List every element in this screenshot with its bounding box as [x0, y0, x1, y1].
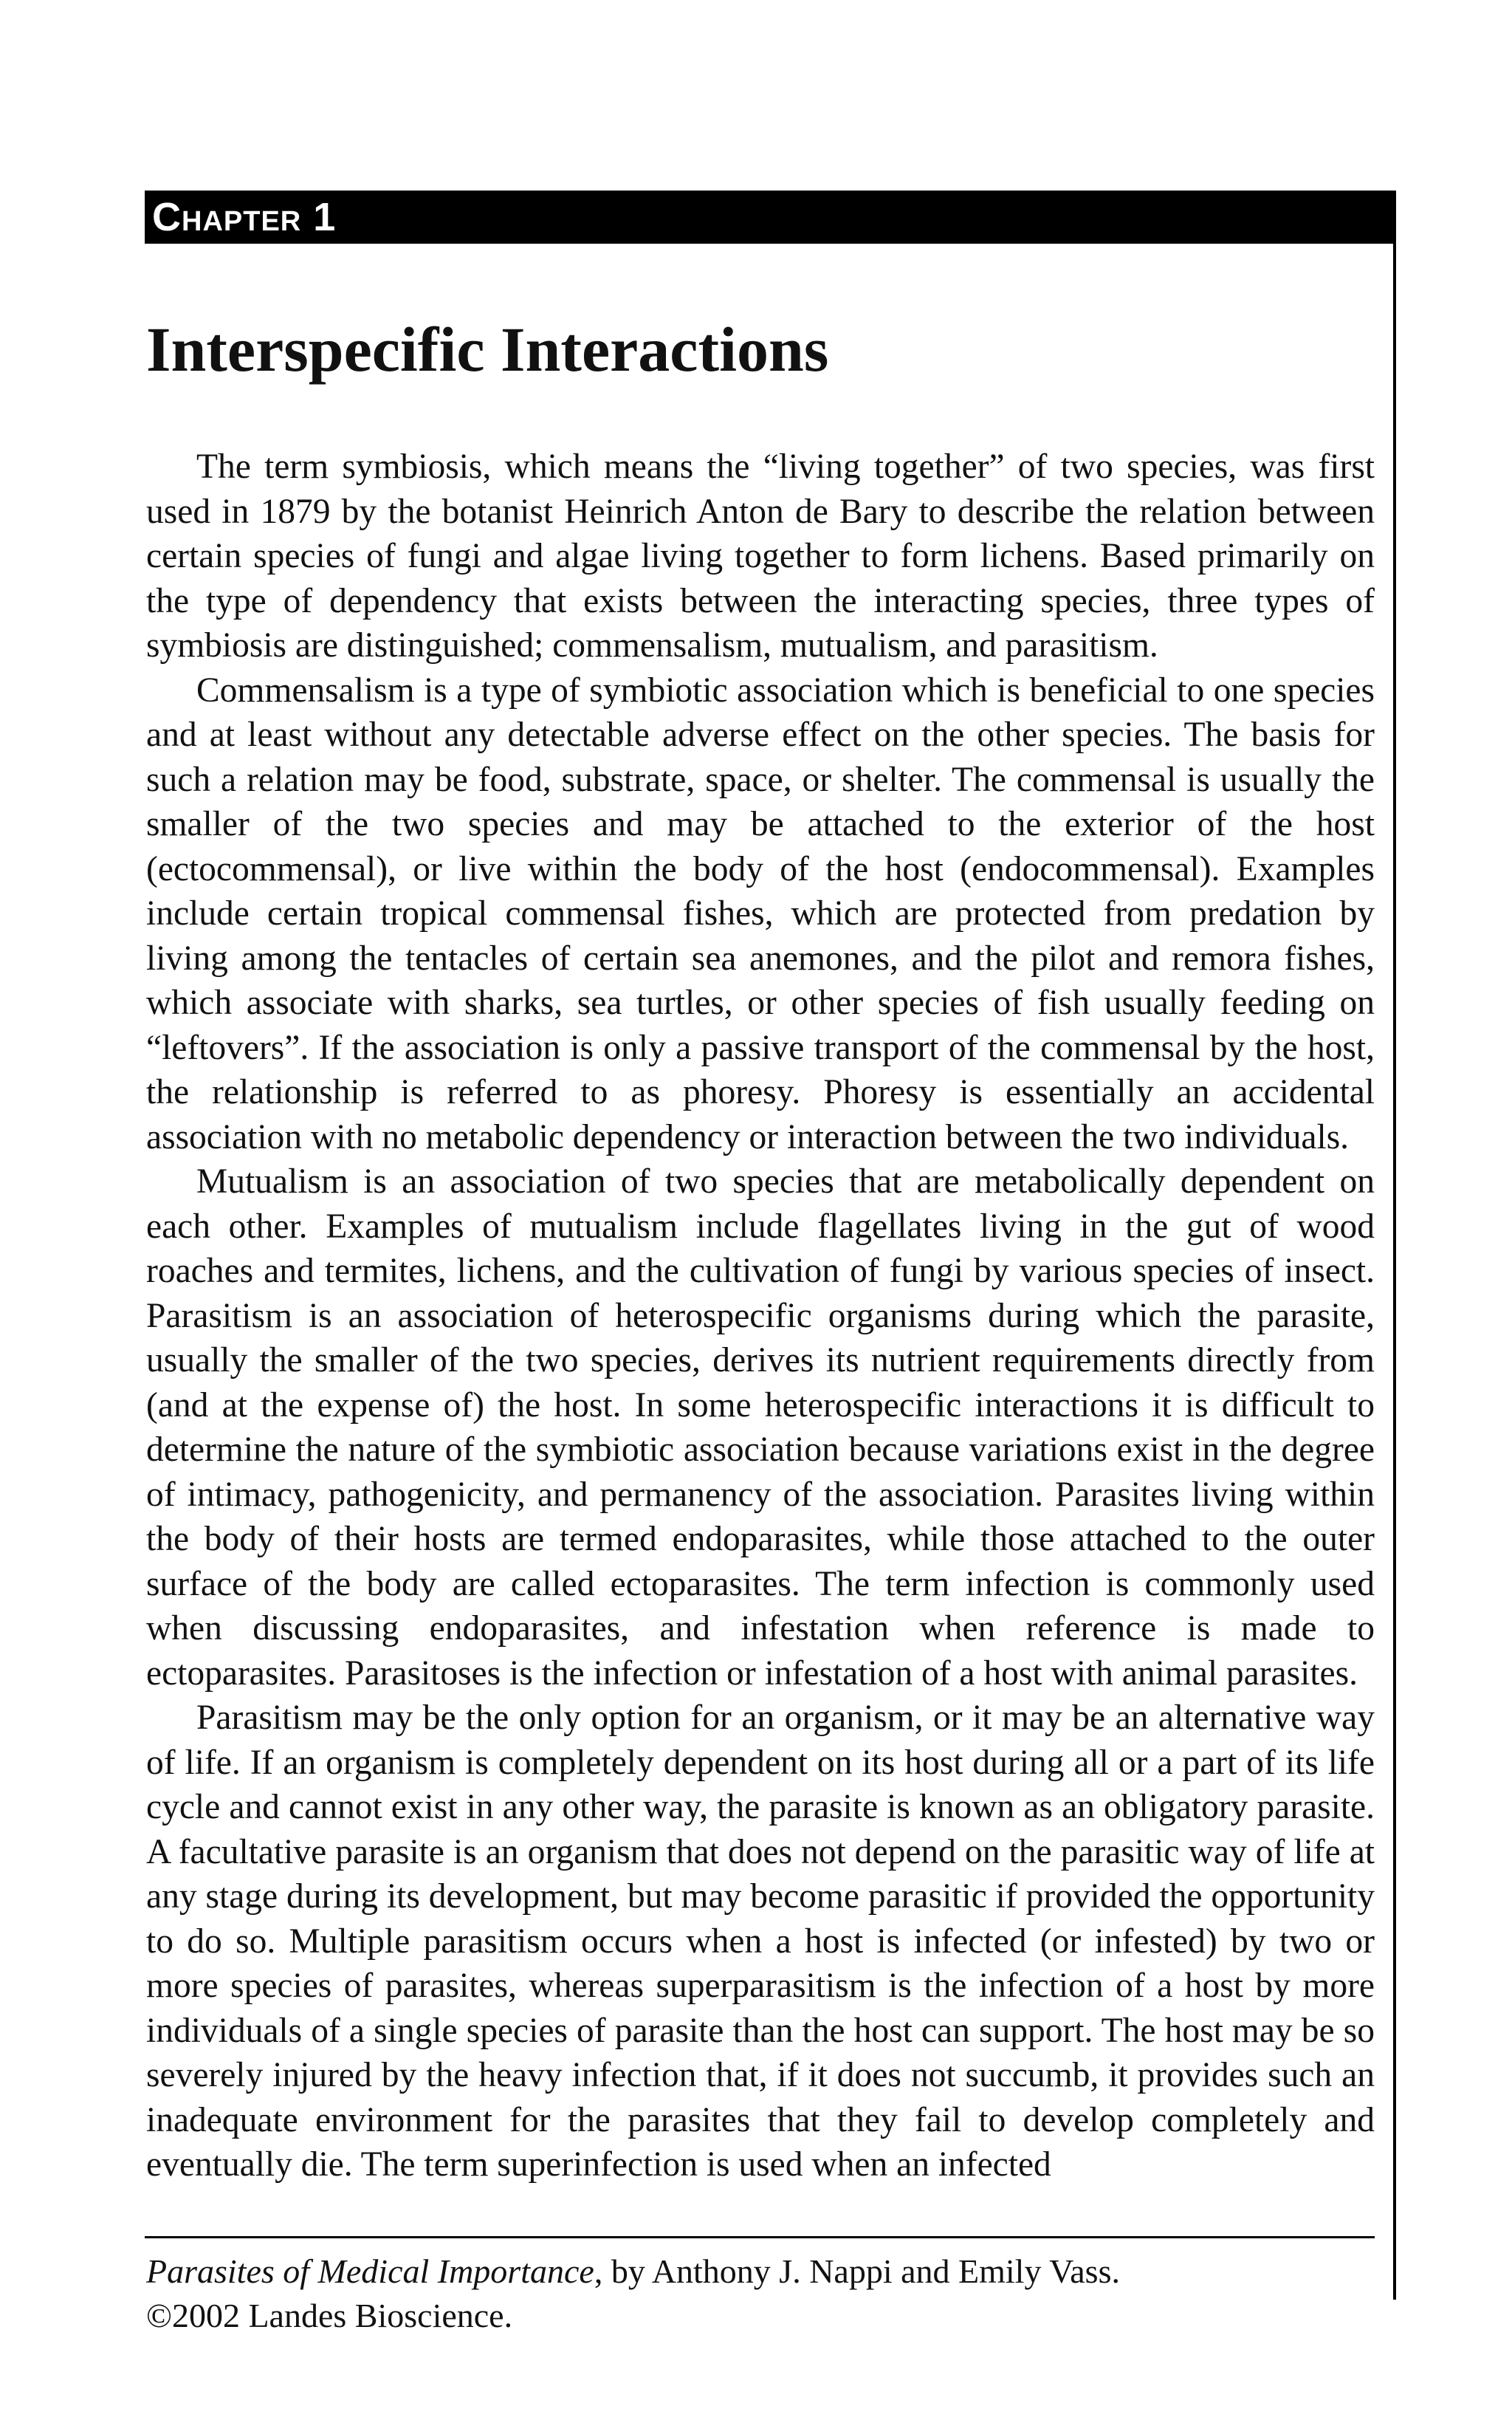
chapter-header-bar — [145, 191, 1396, 244]
footer-divider — [145, 2236, 1375, 2238]
paragraph-mutualism: Mutualism is an association of two species that are metabolically dependent on each other. Examples of mutualism include flagellates living in the gut of wood roaches and termites, lichens, and the cultivation of fungi by various species of insect. Parasitism is an association of heterospecific organisms during which the parasite, usually the smaller of the two species, derives its nutrient requirements directly from (and at the expense of) the host. In some heterospecific interactions it is difficult to determine the nature of the symbiotic association because variations exist in the degree of intimacy, pathogenicity, and permanency of the association. Parasites living within the body of their hosts are termed endoparasites, while those attached to the outer surface of the body are called ectoparasites. The term infection is commonly used when discussing endoparasites, and infestation when reference is made to ectoparasites. Parasitoses is the infection or infestation of a host with animal parasites. — [146, 1162, 1375, 1693]
chapter-title: Interspecific Interactions — [146, 314, 829, 385]
book-title: Parasites of Medical Importance — [146, 2252, 594, 2290]
citation-line — [146, 2249, 1375, 2294]
right-margin-rule — [1393, 244, 1396, 2300]
book-authors: , by Anthony J. Nappi and Emily Vass. — [594, 2252, 1120, 2290]
paragraph-parasitism: Parasitism may be the only option for an organism, or it may be an alternative way of life. If an organism is completely dependent on its host during all or a part of its life cycle and cannot exist in any other way, the parasite is known as an obligatory parasite. A facultative parasite is an organism that does not depend on the parasitic way of life at any stage during its development, but may become parasitic if provided the opportunity to do so. Multiple parasitism occurs when a host is infected (or infested) by two or more species of parasites, whereas superparasitism is the infection of a host by more individuals of a single species of parasite than the host can support. The host may be so severely injured by the heavy infection that, if it does not succumb, it provides such an inadequate environment for the parasites that they fail to develop completely and eventually die. The term superinfection is used when an infected — [146, 1699, 1375, 2184]
paragraph-symbiosis: The term symbiosis, which means the “living together” of two species, was first used in 1879 by the botanist Heinrich Anton de Bary to describe the relation between certain species of fungi and algae living together to form lichens. Based primarily on the type of dependency that exists between the interacting species, three types of symbiosis are distinguished; commensalism, mutualism, and parasitism. — [146, 448, 1375, 665]
copyright-line: ©2002 Landes Bioscience. — [146, 2297, 513, 2334]
body-text — [146, 445, 1375, 2187]
page-footer — [146, 2249, 1375, 2338]
chapter-label: Chapter 1 — [152, 195, 337, 239]
paragraph-commensalism: Commensalism is a type of symbiotic association which is beneficial to one species and at least without any detectable adverse effect on the other species. The basis for such a relation may be food, substrate, space, or shelter. The commensal is usually the smaller of the two species and may be attached to the exterior of the host (ectocommensal), or live within the body of the host (endocommensal). Examples include certain tropical commensal fishes, which are protected from predation by living among the tentacles of certain sea anemones, and the pilot and remora fishes, which associate with sharks, sea turtles, or other species of fish usually feeding on “leftovers”. If the association is only a passive transport of the commensal by the host, the relationship is referred to as phoresy. Phoresy is essentially an accidental association with no metabolic dependency or interaction between the two individuals. — [146, 671, 1375, 1156]
